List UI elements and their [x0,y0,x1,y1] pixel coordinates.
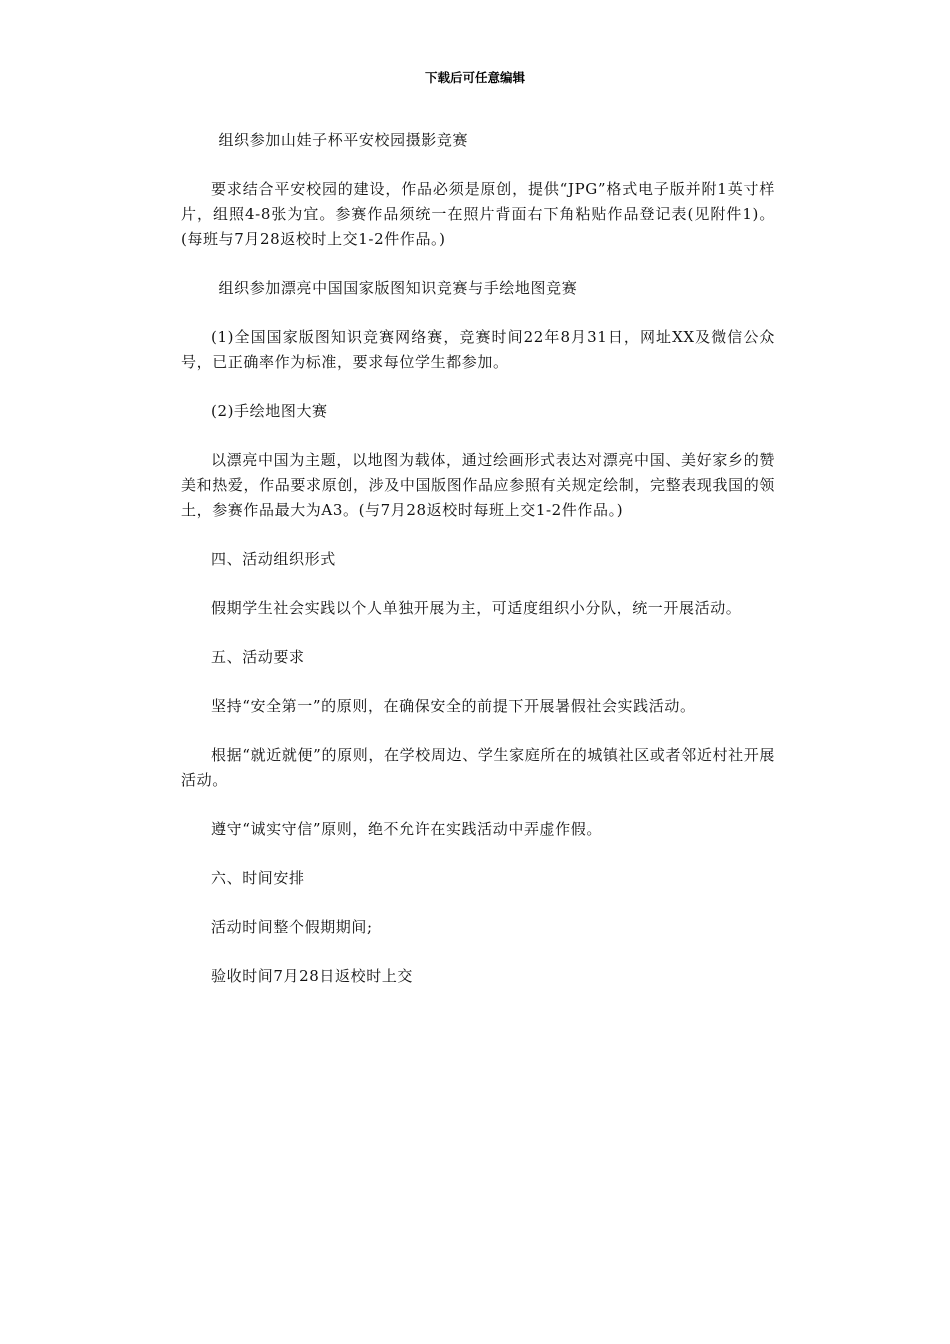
document-body [181,128,775,989]
paragraph-safety-first: 坚持“安全第一”的原则，在确保安全的前提下开展暑假社会实践活动。 [211,697,696,715]
paragraph-nearby-principle: 根据“就近就便”的原则，在学校周边、学生家庭所在的城镇社区或者邻近村社开展活动。 [181,746,775,789]
paragraph-honesty: 遵守“诚实守信”原则，绝不允许在实践活动中弄虚作假。 [211,820,602,838]
section-heading-organization: 四、活动组织形式 [211,550,336,568]
paragraph-acceptance-time: 验收时间7月28日返校时上交 [211,967,414,985]
paragraph-hand-drawn-map-details: 以漂亮中国为主题，以地图为载体，通过绘画形式表达对漂亮中国、美好家乡的赞美和热爱，作品要求原创，涉及中国版图作品应参照有关规定绘制，完整表现我国的领土，参赛作品最大为A3。(与7月28返校时每班上交1-2件作品。) [181,451,775,519]
section-heading-schedule: 六、时间安排 [211,869,305,887]
header-note: 下载后可任意编辑 [424,70,525,85]
paragraph-photo-requirements: 要求结合平安校园的建设，作品必须是原创，提供“JPG”格式电子版并附1英寸样片，组照4-8张为宜。参赛作品须统一在照片背面右下角粘贴作品登记表(见附件1)。(每班与7月28返校时上交1-2件作品。) [181,180,775,248]
paragraph-activity-time: 活动时间整个假期期间; [211,918,373,936]
paragraph-organization: 假期学生社会实践以个人单独开展为主，可适度组织小分队，统一开展活动。 [211,599,742,617]
paragraph-online-contest: (1)全国国家版图知识竞赛网络赛，竞赛时间22年8月31日，网址XX及微信公众号，已正确率作为标准，要求每位学生都参加。 [181,328,775,371]
paragraph-hand-drawn-map-title: (2)手绘地图大赛 [211,402,328,420]
section-heading-map-contest: 组织参加漂亮中国国家版图知识竞赛与手绘地图竞赛 [218,279,578,297]
section-heading-photo-contest: 组织参加山娃子杯平安校园摄影竞赛 [218,131,469,149]
section-heading-requirements: 五、活动要求 [211,648,305,666]
